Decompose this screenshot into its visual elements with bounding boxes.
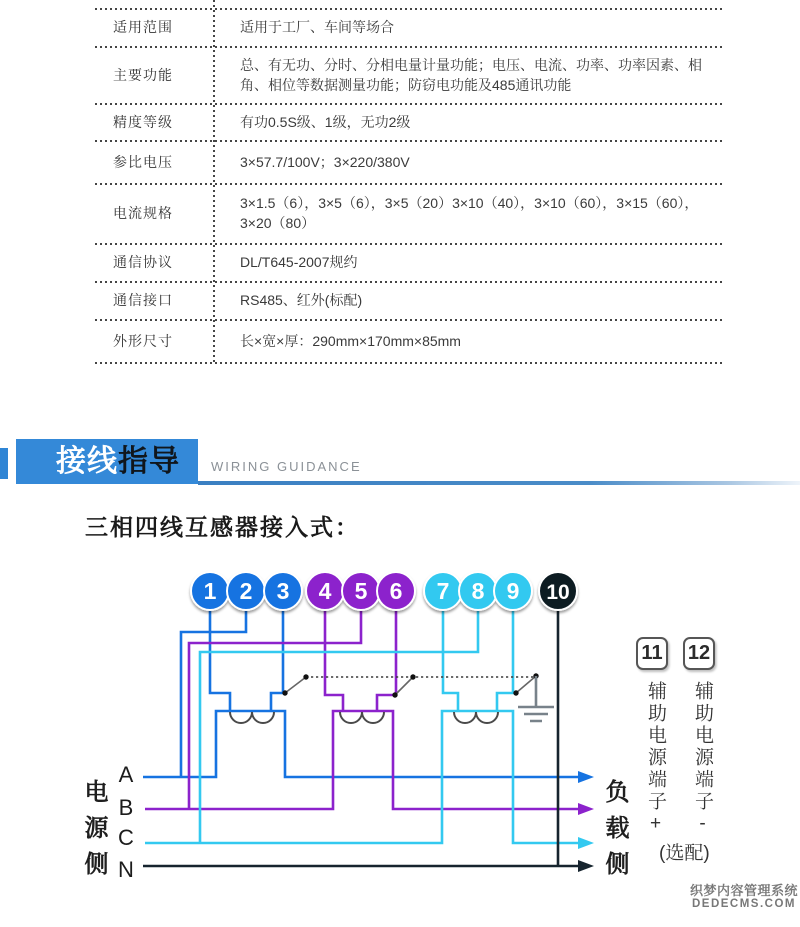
aux-terminal-11: 11 xyxy=(636,637,668,670)
watermark-line1: 织梦内容管理系统 xyxy=(689,883,798,898)
terminal-number: 4 xyxy=(318,578,332,604)
row-label: 参比电压 xyxy=(113,153,173,170)
table-row xyxy=(95,46,723,103)
arrow-n-icon xyxy=(578,860,594,872)
row-value: 有功0.5S级、1级，无功2级 xyxy=(240,113,411,130)
diagram-title: 三相四线互感器接入式： xyxy=(85,514,360,540)
row-label: 通信协议 xyxy=(113,254,173,270)
row-value: DL/T645-2007规约 xyxy=(240,254,358,270)
table-row xyxy=(95,243,723,281)
wire-terminal-2 xyxy=(181,599,246,777)
row-value: 3×1.5（6），3×5（6），3×5（20）3×10（40），3×10（60），3×15（60），3×20（80） xyxy=(240,195,699,231)
row-label: 电流规格 xyxy=(113,205,173,221)
row-value: 3×57.7/100V；3×220/380V xyxy=(240,153,410,170)
optional-note: (选配) xyxy=(659,843,710,864)
terminal-number: 9 xyxy=(506,578,520,604)
junction-dot xyxy=(513,690,518,695)
arrow-b-icon xyxy=(578,803,594,815)
table-row xyxy=(95,183,723,243)
row-value: 长×宽×厚：290mm×170mm×85mm xyxy=(240,332,461,349)
junction-dot xyxy=(303,674,308,679)
terminal-number: 2 xyxy=(239,578,253,604)
banner-accent-bar xyxy=(0,448,8,479)
wire-terminal-7 xyxy=(443,599,458,711)
phase-label-b: B xyxy=(118,795,134,820)
arrow-c-icon xyxy=(578,837,594,849)
row-value: RS485、红外(标配) xyxy=(240,292,363,308)
junction-dot xyxy=(282,690,287,695)
section-title-zh-secondary: 指导 xyxy=(118,444,180,478)
banner-underline xyxy=(198,481,800,485)
aux-terminal-12-label: 辅助电源端子- xyxy=(692,681,713,837)
section-title-en: WIRING GUIDANCE xyxy=(211,459,362,474)
row-label: 通信接口 xyxy=(113,292,173,308)
table-row xyxy=(95,281,723,319)
terminal-number: 6 xyxy=(389,578,403,604)
spec-table xyxy=(95,0,723,362)
wiring-diagram-svg xyxy=(0,555,800,927)
wire-terminal-9 xyxy=(497,599,513,711)
junction-dot xyxy=(410,674,415,679)
terminal-number: 3 xyxy=(276,578,290,604)
table-row xyxy=(95,8,723,46)
phase-label-n: N xyxy=(118,857,134,882)
ground-icon xyxy=(518,676,554,721)
terminal-number: 1 xyxy=(203,578,217,604)
phase-label-c: C xyxy=(118,825,134,850)
aux-terminal-12: 12 xyxy=(683,637,715,670)
phase-a-line-ct1 xyxy=(143,711,580,777)
arrow-a-icon xyxy=(578,771,594,783)
junction-dot xyxy=(392,692,397,697)
row-label: 精度等级 xyxy=(113,113,173,130)
source-side-label: 电源侧 xyxy=(80,779,107,887)
ct-coils xyxy=(230,712,498,723)
wiring-diagram xyxy=(0,555,800,927)
wire-terminal-3 xyxy=(271,599,283,711)
load-arrows xyxy=(578,771,594,872)
ct1-coil-icon xyxy=(230,712,274,723)
ct3-coil-icon xyxy=(454,712,498,723)
aux-terminal-11-label: 辅助电源端子+ xyxy=(645,681,666,837)
phase-label-a: A xyxy=(118,762,134,787)
row-value: 总、有无功、分时、分相电量计量功能；电压、电流、功率、功率因素、相角、相位等数据测量功能；防窃电功能及485通讯功能 xyxy=(240,56,702,93)
terminal-number: 7 xyxy=(436,578,450,604)
row-label: 外形尺寸 xyxy=(113,332,173,349)
terminal-number: 8 xyxy=(471,578,485,604)
section-header-banner xyxy=(16,439,198,484)
load-side-label: 负载侧 xyxy=(601,779,628,887)
watermark-line2: DEDECMS.COM xyxy=(691,898,796,910)
phase-letters xyxy=(118,762,134,882)
terminal-number: 10 xyxy=(546,581,570,604)
watermark xyxy=(690,884,798,911)
row-label: 适用范围 xyxy=(113,19,173,35)
table-row xyxy=(95,140,723,183)
wire-terminal-1 xyxy=(210,599,230,711)
wire-terminal-4 xyxy=(325,599,343,711)
table-rule xyxy=(95,362,723,364)
row-label: 主要功能 xyxy=(113,66,173,83)
phase-b-line-ct2 xyxy=(145,711,580,809)
wire-terminal-8 xyxy=(200,599,478,843)
section-title-zh-primary: 接线 xyxy=(56,444,118,478)
table-row xyxy=(95,319,723,362)
row-value: 适用于工厂、车间等场合 xyxy=(240,19,394,35)
terminal-number: 5 xyxy=(354,578,368,604)
table-row xyxy=(95,103,723,140)
ct2-coil-icon xyxy=(340,712,384,723)
